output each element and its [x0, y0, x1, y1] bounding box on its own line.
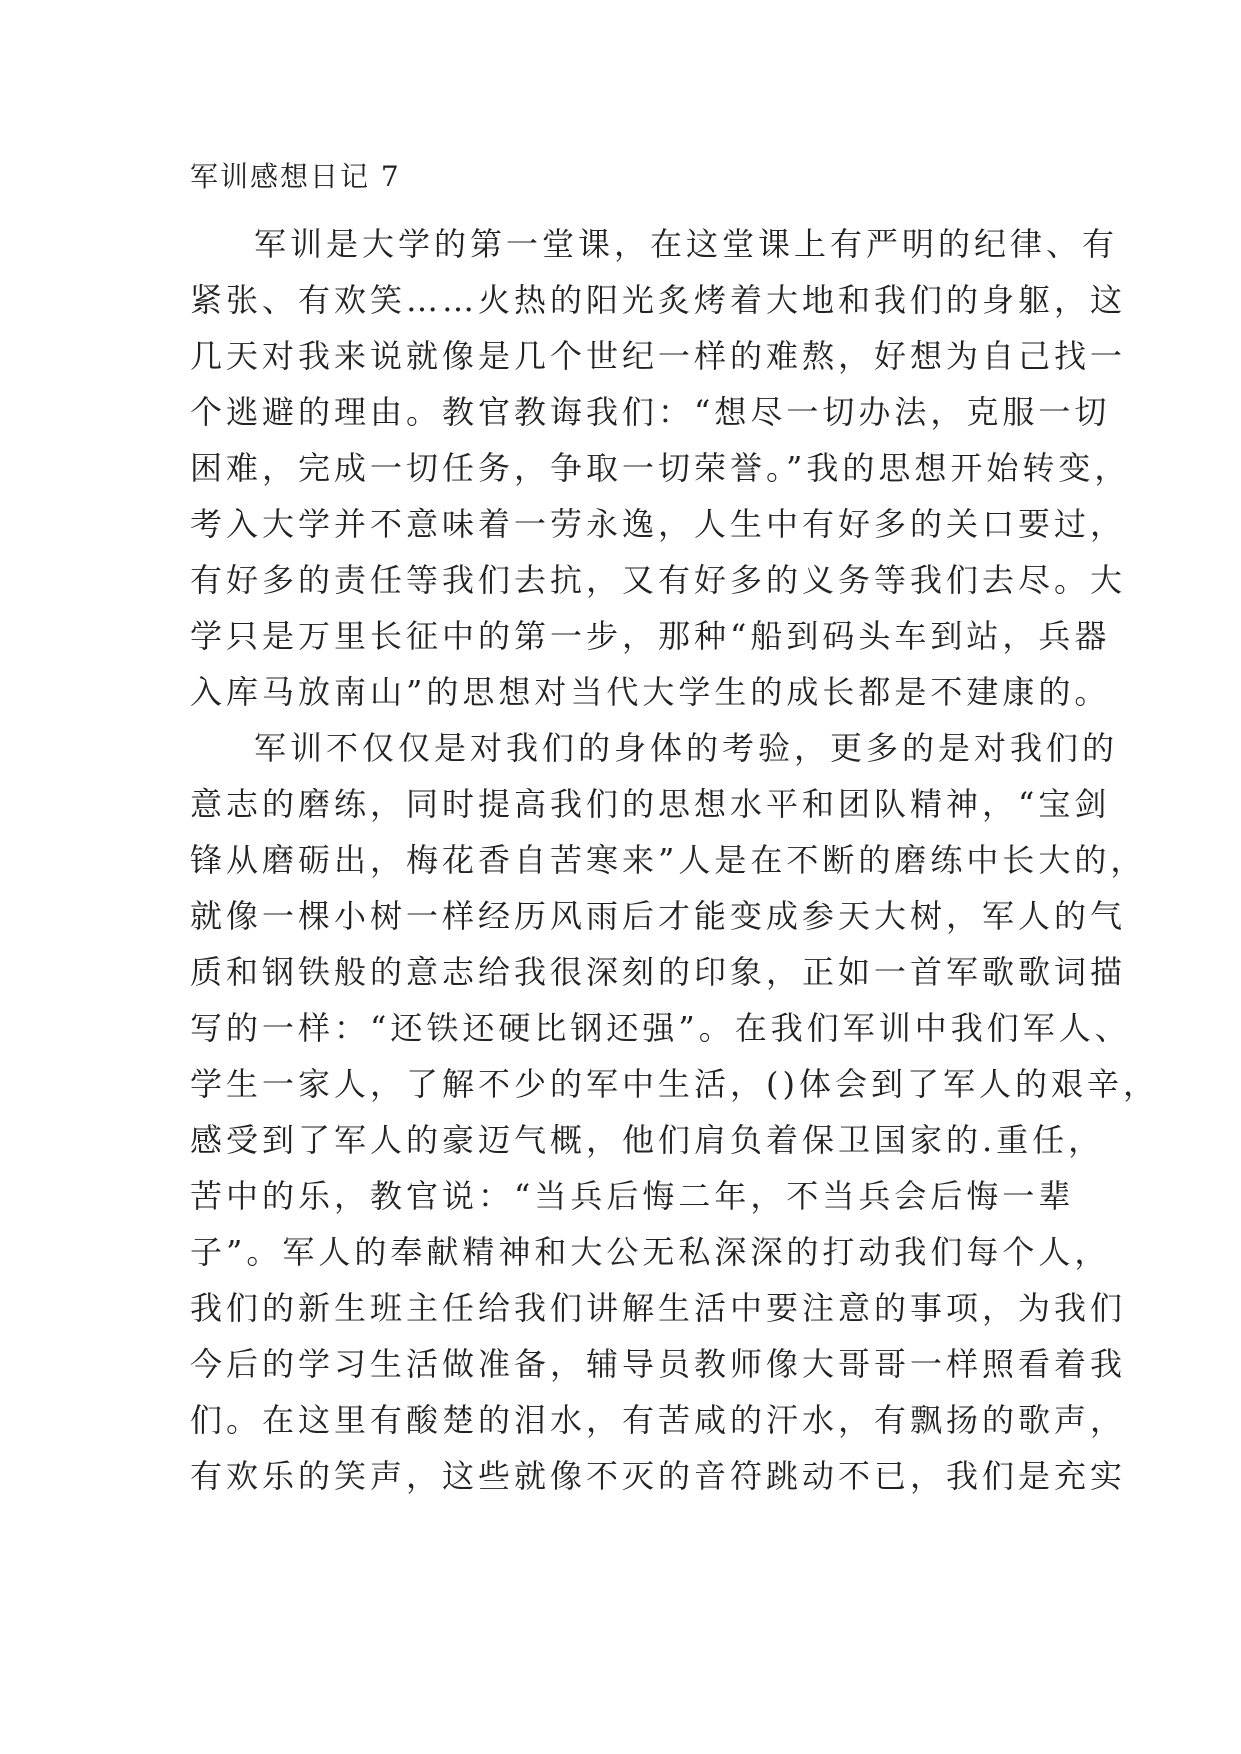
text-line: 质和钢铁般的意志给我很深刻的印象，正如一首军歌歌词描 — [190, 953, 1127, 991]
text-line: 苦中的乐，教官说：“当兵后悔二年，不当兵会后悔一辈 — [190, 1177, 1075, 1215]
document-title: 军训感想日记 7 — [190, 160, 401, 193]
text-line: 几天对我来说就像是几个世纪一样的难熬，好想为自己找一 — [190, 337, 1127, 375]
text-line: 学生一家人，了解不少的军中生活，()体会到了军人的艰辛， — [190, 1065, 1159, 1103]
text-line: 个逃避的理由。教官教诲我们：“想尽一切办法，克服一切 — [190, 393, 1111, 431]
text-line: 考入大学并不意味着一劳永逸，人生中有好多的关口要过， — [190, 505, 1127, 543]
text-line: 写的一样：“还铁还硬比钢还强”。在我们军训中我们军人、 — [190, 1009, 1131, 1047]
text-line: 我们的新生班主任给我们讲解生活中要注意的事项，为我们 — [190, 1289, 1127, 1327]
text-line: 军训是大学的第一堂课，在这堂课上有严明的纪律、有 — [254, 225, 1119, 263]
text-line: 们。在这里有酸楚的泪水，有苦咸的汗水，有飘扬的歌声， — [190, 1401, 1127, 1439]
text-line: 今后的学习生活做准备，辅导员教师像大哥哥一样照看着我 — [190, 1345, 1127, 1383]
text-line: 学只是万里长征中的第一步，那种“船到码头车到站，兵器 — [190, 617, 1111, 655]
text-line: 有好多的责任等我们去抗，又有好多的义务等我们去尽。大 — [190, 561, 1127, 599]
text-line: 入库马放南山”的思想对当代大学生的成长都是不建康的。 — [190, 673, 1111, 711]
text-line: 就像一棵小树一样经历风雨后才能变成参天大树，军人的气 — [190, 897, 1127, 935]
text-line: 感受到了军人的豪迈气概，他们肩负着保卫国家的.重任， — [190, 1121, 1105, 1159]
text-line: 有欢乐的笑声，这些就像不灭的音符跳动不已，我们是充实 — [190, 1457, 1127, 1495]
text-line: 军训不仅仅是对我们的身体的考验，更多的是对我们的 — [254, 729, 1119, 767]
text-line: 紧张、有欢笑……火热的阳光炙烤着大地和我们的身躯，这 — [190, 281, 1127, 319]
document-body — [190, 216, 1159, 1504]
text-line: 锋从磨砺出，梅花香自苦寒来”人是在不断的磨练中长大的， — [190, 841, 1147, 879]
text-line: 子”。军人的奉献精神和大公无私深深的打动我们每个人， — [190, 1233, 1111, 1271]
text-line: 意志的磨练，同时提高我们的思想水平和团队精神，“宝剑 — [190, 785, 1111, 823]
text-line: 困难，完成一切任务，争取一切荣誉。”我的思想开始转变， — [190, 449, 1131, 487]
